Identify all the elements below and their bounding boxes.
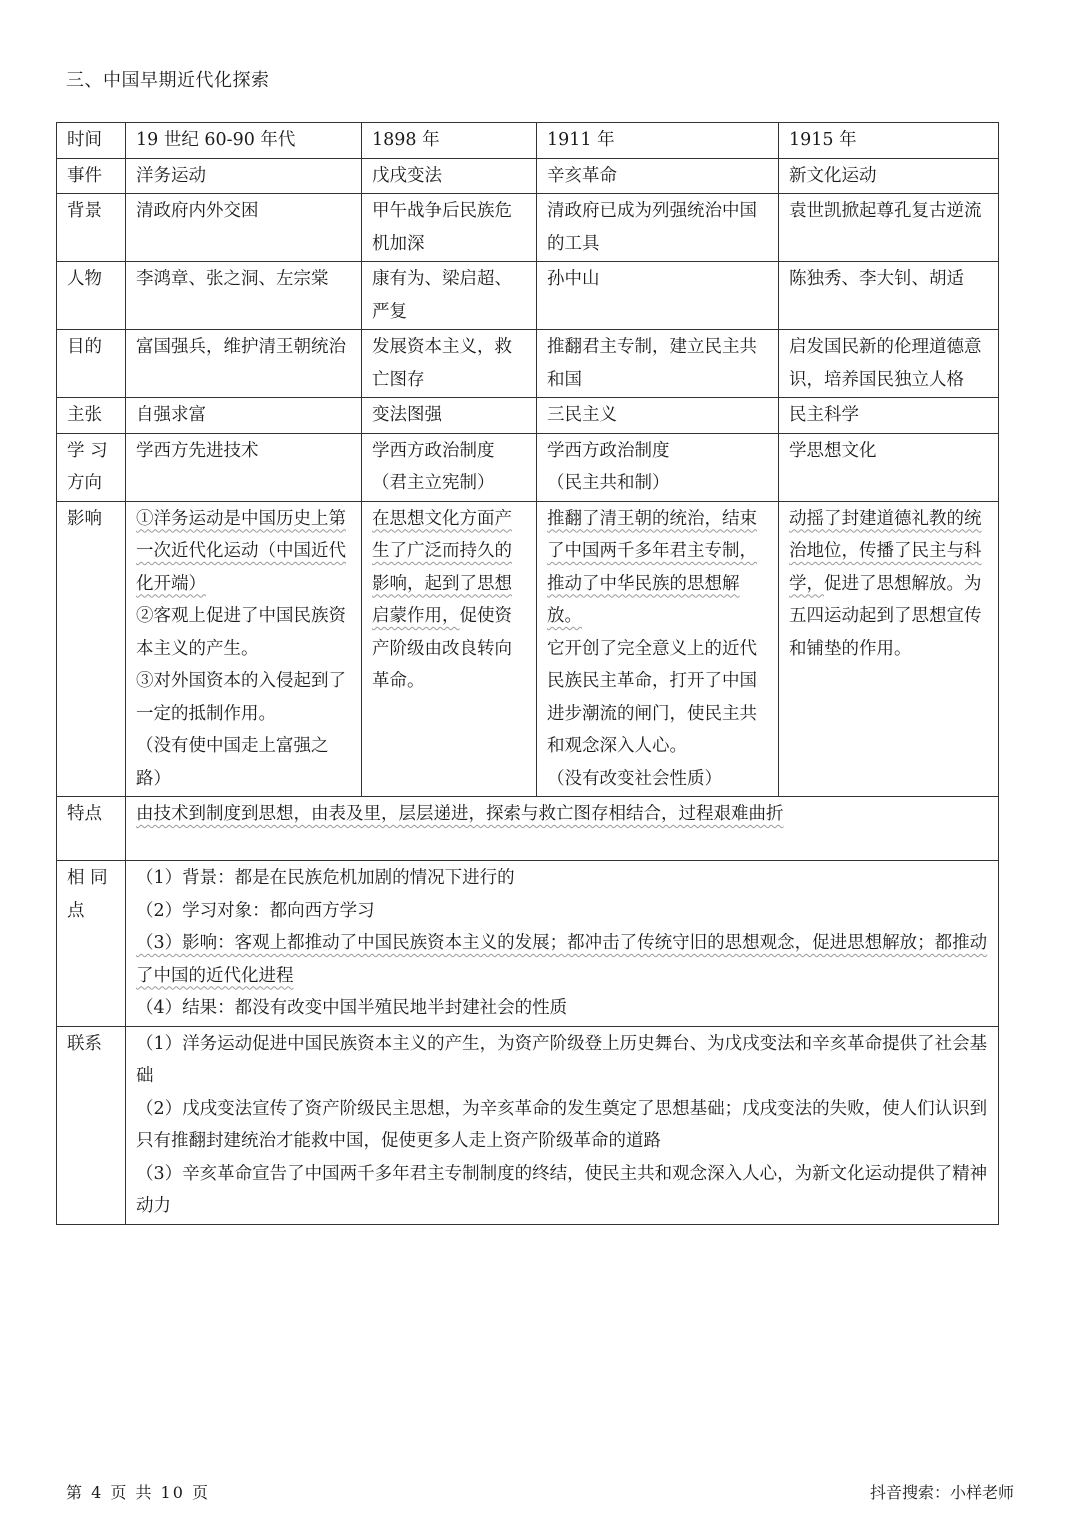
features-text: 由技术到制度到思想，由表及里，层层递进，探索与救亡图存相结合，过程艰难曲折 <box>136 804 784 824</box>
row-event <box>57 158 999 194</box>
cell-learning-wuxu <box>362 433 537 501</box>
row-label-links: 联系 <box>57 1026 126 1224</box>
impact-yangwu-2: ②客观上促进了中国民族资本主义的产生。 <box>136 606 346 659</box>
learning-wuxu-sub: （君主立宪制） <box>372 473 495 493</box>
impact-yangwu-note: （没有使中国走上富强之路） <box>136 736 329 789</box>
row-learning <box>57 433 999 501</box>
cell-background-wuxu: 甲午战争后民族危机加深 <box>362 194 537 262</box>
row-label-common: 相 同 点 <box>57 861 126 1027</box>
cell-background-yangwu: 清政府内外交困 <box>126 194 362 262</box>
row-label-claim: 主张 <box>57 398 126 434</box>
row-time <box>57 123 999 159</box>
impact-yangwu-3: ③对外国资本的入侵起到了一定的抵制作用。 <box>136 671 346 724</box>
links-1: （1）洋务运动促进中国民族资本主义的产生，为资产阶级登上历史舞台、为戊戌变法和辛亥革命提供了社会基础 <box>136 1033 988 1086</box>
cell-impact-xinhai <box>537 501 779 797</box>
cell-claim-wuxu: 变法图强 <box>362 398 537 434</box>
learning-wuxu-main: 学西方政治制度 <box>372 440 495 461</box>
row-features <box>57 797 999 861</box>
row-impact <box>57 501 999 797</box>
links-2: （2）戊戌变法宣传了资产阶级民主思想，为辛亥革命的发生奠定了思想基础；戊戌变法的失败，使人们认识到只有推翻封建统治才能救中国，促使更多人走上资产阶级革命的道路 <box>136 1098 988 1151</box>
cell-event-xinwenhua: 新文化运动 <box>779 158 999 194</box>
learning-xinhai-sub: （民主共和制） <box>547 473 670 493</box>
common-impact: （3）影响：客观上都推动了中国民族资本主义的发展；都冲击了传统守旧的思想观念，促进思想解放；都推动了中国的近代化进程 <box>136 933 988 986</box>
section-heading: 三、中国早期近代化探索 <box>66 70 270 91</box>
impact-xinhai-1: 推翻了清王朝的统治，结束了中国两千多年君主专制，推动了中华民族的思想解放。 <box>547 508 757 626</box>
cell-purpose-xinwenhua: 启发国民新的伦理道德意识，培养国民独立人格 <box>779 330 999 398</box>
cell-event-yangwu: 洋务运动 <box>126 158 362 194</box>
common-background: （1）背景：都是在民族危机加剧的情况下进行的 <box>136 868 515 888</box>
common-learning: （2）学习对象：都向西方学习 <box>136 900 375 921</box>
row-label-background: 背景 <box>57 194 126 262</box>
cell-purpose-wuxu: 发展资本主义，救亡图存 <box>362 330 537 398</box>
row-label-time: 时间 <box>57 123 126 159</box>
cell-learning-yangwu: 学西方先进技术 <box>126 433 362 501</box>
row-label-people: 人物 <box>57 262 126 330</box>
cell-background-xinhai: 清政府已成为列强统治中国的工具 <box>537 194 779 262</box>
cell-event-wuxu: 戊戌变法 <box>362 158 537 194</box>
cell-impact-yangwu <box>126 501 362 797</box>
cell-people-xinwenhua: 陈独秀、李大钊、胡适 <box>779 262 999 330</box>
cell-links <box>126 1026 999 1224</box>
cell-time-yangwu: 19 世纪 60-90 年代 <box>126 123 362 159</box>
row-common <box>57 861 999 1027</box>
impact-wuxu-1: 在思想文化方面产生了广泛而持久的影响，起到了思想启蒙作用， <box>372 508 512 626</box>
row-label-learning: 学 习 方向 <box>57 433 126 501</box>
row-claim <box>57 398 999 434</box>
cell-learning-xinwenhua: 学思想文化 <box>779 433 999 501</box>
impact-xinhai-note: （没有改变社会性质） <box>547 768 722 789</box>
cell-common <box>126 861 999 1027</box>
row-label-features: 特点 <box>57 797 126 861</box>
cell-time-wuxu: 1898 年 <box>362 123 537 159</box>
impact-xinwenhua-1: 动摇了封建道德礼教的统治地位，传播了民主与科学， <box>789 508 982 594</box>
cell-features <box>126 797 999 861</box>
cell-impact-xinwenhua <box>779 501 999 797</box>
cell-learning-xinhai <box>537 433 779 501</box>
impact-xinhai-2: 它开创了完全意义上的近代民族民主革命，打开了中国进步潮流的闸门，使民主共和观念深入人心。 <box>547 638 757 756</box>
impact-yangwu-1: ①洋务运动是中国历史上第一次近代化运动（中国近代化开端） <box>136 508 346 594</box>
row-links <box>57 1026 999 1224</box>
cell-event-xinhai: 辛亥革命 <box>537 158 779 194</box>
cell-claim-xinhai: 三民主义 <box>537 398 779 434</box>
row-label-event: 事件 <box>57 158 126 194</box>
row-people <box>57 262 999 330</box>
search-hint: 抖音搜索：小样老师 <box>869 1483 1014 1502</box>
cell-claim-xinwenhua: 民主科学 <box>779 398 999 434</box>
cell-purpose-xinhai: 推翻君主专制，建立民主共和国 <box>537 330 779 398</box>
cell-people-yangwu: 李鸿章、张之洞、左宗棠 <box>126 262 362 330</box>
links-3: （3）辛亥革命宣告了中国两千多年君主专制制度的终结，使民主共和观念深入人心，为新文化运动提供了精神动力 <box>136 1163 988 1216</box>
cell-impact-wuxu <box>362 501 537 797</box>
cell-background-xinwenhua: 袁世凯掀起尊孔复古逆流 <box>779 194 999 262</box>
common-result: （4）结果：都没有改变中国半殖民地半封建社会的性质 <box>136 998 568 1018</box>
cell-time-xinwenhua: 1915 年 <box>779 123 999 159</box>
impact-wuxu-2: 促使资产阶级由改良转向革命。 <box>372 606 512 691</box>
cell-purpose-yangwu: 富国强兵，维护清王朝统治 <box>126 330 362 398</box>
learning-xinhai-main: 学西方政治制度 <box>547 440 670 461</box>
cell-time-xinhai: 1911 年 <box>537 123 779 159</box>
row-label-purpose: 目的 <box>57 330 126 398</box>
cell-claim-yangwu: 自强求富 <box>126 398 362 434</box>
history-table <box>56 122 999 1225</box>
row-background <box>57 194 999 262</box>
impact-xinwenhua-2: 促进了思想解放。为五四运动起到了思想宣传和铺垫的作用。 <box>789 573 982 659</box>
row-purpose <box>57 330 999 398</box>
cell-people-xinhai: 孙中山 <box>537 262 779 330</box>
row-label-impact: 影响 <box>57 501 126 797</box>
page-number: 第 4 页 共 10 页 <box>66 1483 210 1502</box>
cell-people-wuxu: 康有为、梁启超、严复 <box>362 262 537 330</box>
